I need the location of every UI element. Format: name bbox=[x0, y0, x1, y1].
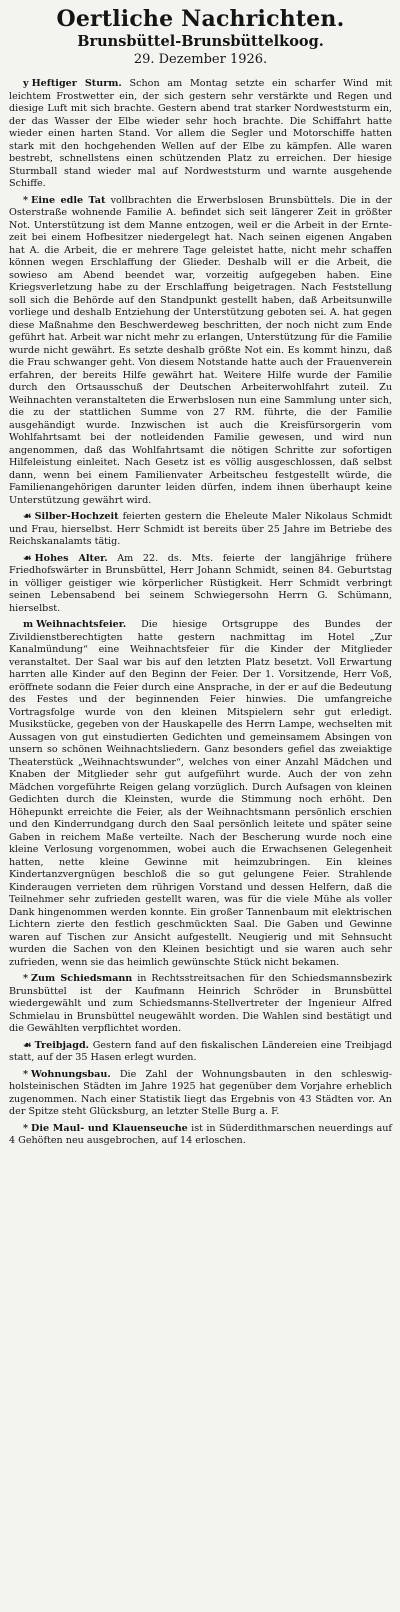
article-headline: Heftiger Sturm. bbox=[31, 78, 122, 89]
article-mark: * bbox=[23, 973, 29, 984]
article-edle-tat bbox=[9, 195, 392, 508]
article-mark: ☙ bbox=[23, 511, 32, 522]
page-title: Oertliche Nachrichten. bbox=[56, 6, 345, 32]
article-headline: Eine edle Tat bbox=[31, 194, 106, 206]
article-mark: * bbox=[23, 194, 29, 206]
issue-date: 29. Dezember 1926. bbox=[133, 52, 268, 67]
article-headline: Weihnachtsfeier. bbox=[36, 619, 127, 630]
article-schiedsmann bbox=[9, 973, 392, 1036]
article-body: Schon am Montag setzte ein scharfer Wind mit leichtem Frostwetter ein, der sich gestern sehr verstärkte und Regen und diesige Luft mit sich brachte. Gestern abend trat starker Nordweststurm ein, der das Wasser der Elbe wieder sehr hoch brachte. Die Schiffahrt hatte wieder einen harten Stand. Vor allem die Segler und Motorschiffe hatten stark mit den hochgehenden Wellen auf der Elbe zu kämpfen. Alle waren bestrebt, schnellstens einen schützenden Platz zu erreichen. Der hiesige Sturmball stand wieder mal auf Nordweststurm und warnte ausgehende Schiffe. bbox=[9, 78, 392, 189]
article-headline: Die Maul- und Klauenseuche bbox=[31, 1122, 188, 1134]
article-headline: Wohnungsbau. bbox=[31, 1068, 111, 1080]
article-body: Die hiesige Ortsgruppe des Bundes der Zivildienstberechtigten hatte gestern nachmittag im Hotel „Zur Kanalmündung“ eine Weihnachtsfeier für die Kinder der Mitglieder veranstaltet. Der Saal war bis auf den letzten Platz besetzt. Voll Erwartung harrten alle Kinder auf den Beginn der Feier. Der 1. Vorsitzende, Herr Voß, eröffnete sodann die Feier durch eine Ansprache, in der er auf die Bedeutung des Festes und der beginnenden Feier hinwies. Die umfangreiche Vortragsfolge wurde von den kleinen Mitspielern sehr gut erledigt. Musikstücke, gegeben von der Hauskapelle des Herrn Lampe, wechselten mit Aussagen von gut einstudierten Gedichten und gemeinsamem Absingen von unsern so schönen Weihnachtsliedern. Ganz besonders gefiel das zweiaktige Theaterstück „Weihnachtswunder“, welches von einer Anzahl Mädchen und Knaben der Mitglieder sehr gut aufgeführt wurde. Auch der von zehn Mädchen vorgeführte Reigen gelang vorzüglich. Durch Aufsagen von kleinen Gedichten durch die Kleinsten, wurde die Stimmung noch erhöht. Den Höhepunkt erreichte die Feier, als der Weihnachtsmann persönlich erschien und den Kinderrundgang durch den Saal persönlich leitete und später seine Gaben in reichem Maße verteilte. Nach der Bescherung wurde noch eine kleine Verlosung vorgenommen, wobei auch die Erwachsenen Gelegenheit hatten, nette kleine Gewinne mit heimzubringen. Ein kleines Kindertanzvergnügen beschloß die so gut gelungene Feier. Strahlende Kinderaugen verrieten dem rührigen Vorstand und dessen Helfern, daß die Teilnehmer sehr zufrieden gestellt waren, was für die viele Mühe als voller Dank hingenommen werden konnte. Ein großer Tannenbaum mit elektrischen Lichtern zierte den festlich geschmückten Saal. Die Gaben und Gewinne waren auf Tischen zur Ansicht aufgestellt. Neugierig und mit Sehnsucht wurden die Sachen von den Kleinen besichtigt und sie waren auch sehr zufrieden, wenn sie das heimlich gewünschte Stück nicht bekamen. bbox=[9, 619, 392, 968]
article-wohnungsbau bbox=[9, 1069, 392, 1119]
article-silber-hochzeit bbox=[9, 511, 392, 549]
article-body: in Rechtsstreitsachen für den Schiedsmannsbezirk Brunsbüttel ist der Kaufmann Heinrich Schröder in Brunsbüttel wiedergewählt und zum Schiedsmanns-Stellvertreter der Ingenieur Alfred Schmielau in Brunsbüttel neugewählt worden. Die Wahlen sind bestätigt und die Gewählten verpflichtet worden. bbox=[9, 973, 392, 1034]
article-mark: y bbox=[23, 78, 29, 89]
article-body: feierten gestern die Eheleute Maler Nikolaus Schmidt und Frau, hierselbst. Herr Schmidt ist bereits über 25 Jahre im Betriebe des Reichskanalamts tätig. bbox=[9, 511, 392, 547]
article-mark: ☙ bbox=[23, 1039, 32, 1051]
article-mark: ☙ bbox=[23, 552, 32, 564]
article-hohes-alter bbox=[9, 553, 392, 616]
article-mark: * bbox=[23, 1122, 29, 1134]
article-body: Gestern fand auf den fiskalischen Ländereien eine Treibjagd statt, auf der 35 Hasen erlegt wurden. bbox=[9, 1039, 392, 1063]
article-mark: * bbox=[23, 1068, 29, 1080]
place-subtitle: Brunsbüttel-Brunsbüttelkoog. bbox=[77, 33, 324, 50]
article-body: vollbrachten die Erwerbslosen Brunsbüttels. Die in der Osterstraße wohnende Familie A. befindet sich seit längerer Zeit in größter Not. Unterstützung ist dem Manne entzogen, weil er die Arbeit in der Erntezeit bei einem Hofbesitzer niedergelegt hat. Nach seinen eigenen Angaben hat A. die Arbeit, die er mehrere Tage geleistet hatte, nicht mehr schaffen können wegen Erschlaffung der Glieder. Deshalb will er die Arbeit, die sowieso am Abend beendet war, vorzeitig aufgegeben haben. Eine Kriegsverletzung habe zu der Erschlaffung beigetragen. Nach Feststellung soll sich die Behörde auf den Standpunkt gestellt haben, daß Arbeitsunwille vorliege und deshalb Entziehung der Unterstützung geboten sei. A. hat gegen diese Maßnahme den Beschwerdeweg beschritten, der noch nicht zum Ende geführt hat. Arbeit war nicht mehr zu erlangen, Unterstützung für die Familie wurde nicht gewährt. Es setzte deshalb größte Not ein. Es kommt hinzu, daß die Frau schwanger geht. Von diesem Notstande hatte auch der Frauenverein erfahren, der bereits Hilfe gewährt hat. Weitere Hilfe wurde der Familie durch den Ortsausschuß der Deutschen Arbeiterwohlfahrt zuteil. Zu Weihnachten veranstalteten die Erwerbslosen nun eine Sammlung unter sich, die zu der stattlichen Summe von 27 RM. führte, die der Familie ausgehändigt wurde. Inzwischen ist auch die Kreisfürsorgerin vom Wohlfahrtsamt bei der notleidenden Familie gewesen, und wird nun angenommen, daß das Wohlfahrtsamt die nötigen Schritte zur sofortigen Hilfeleistung einleitet. Nach Gesetz ist es völlig ausgeschlossen, daß selbst dann, wenn bei einem Familienvater Arbeitscheu festgestellt würde, die Familienangehörigen darunter leiden dürfen, indem ihnen überhaupt keine Unterstützung gewährt wird. bbox=[9, 194, 392, 506]
article-maul-und-klauenseuche bbox=[9, 1123, 392, 1148]
article-mark: m bbox=[23, 619, 34, 630]
article-body: ist in Süderdithmarschen neuerdings auf 4 Gehöften neu ausgebrochen, auf 14 erloschen. bbox=[9, 1122, 392, 1146]
article-weihnachtsfeier bbox=[9, 619, 392, 969]
article-headline: Treibjagd. bbox=[34, 1039, 90, 1051]
article-headline: Silber-Hochzeit bbox=[34, 511, 119, 522]
article-headline: Zum Schiedsmann bbox=[31, 973, 133, 984]
article-heftiger-sturm bbox=[9, 78, 392, 191]
article-body: Am 22. ds. Mts. feierte der langjährige frühere Friedhofswärter in Brunsbüttel, Herr Johann Schmidt, seinen 84. Geburtstag in völliger geistiger wie körperlicher Rüstigkeit. Herr Schmidt verbringt seinen Lebensabend bei seinem Schwiegersohn Herrn G. Schümann, hierselbst. bbox=[9, 552, 392, 614]
article-treibjagd bbox=[9, 1040, 392, 1065]
article-headline: Hohes Alter. bbox=[34, 552, 108, 564]
article-body: Die Zahl der Wohnungsbauten in den schleswig-holsteinischen Städten im Jahre 1925 hat gegenüber dem Vorjahre erheblich zugenommen. Nach einer Statistik liegt das Ergebnis von 43 Städten vor. An der Spitze steht Glücksburg, an letzter Stelle Burg a. F. bbox=[9, 1068, 392, 1117]
